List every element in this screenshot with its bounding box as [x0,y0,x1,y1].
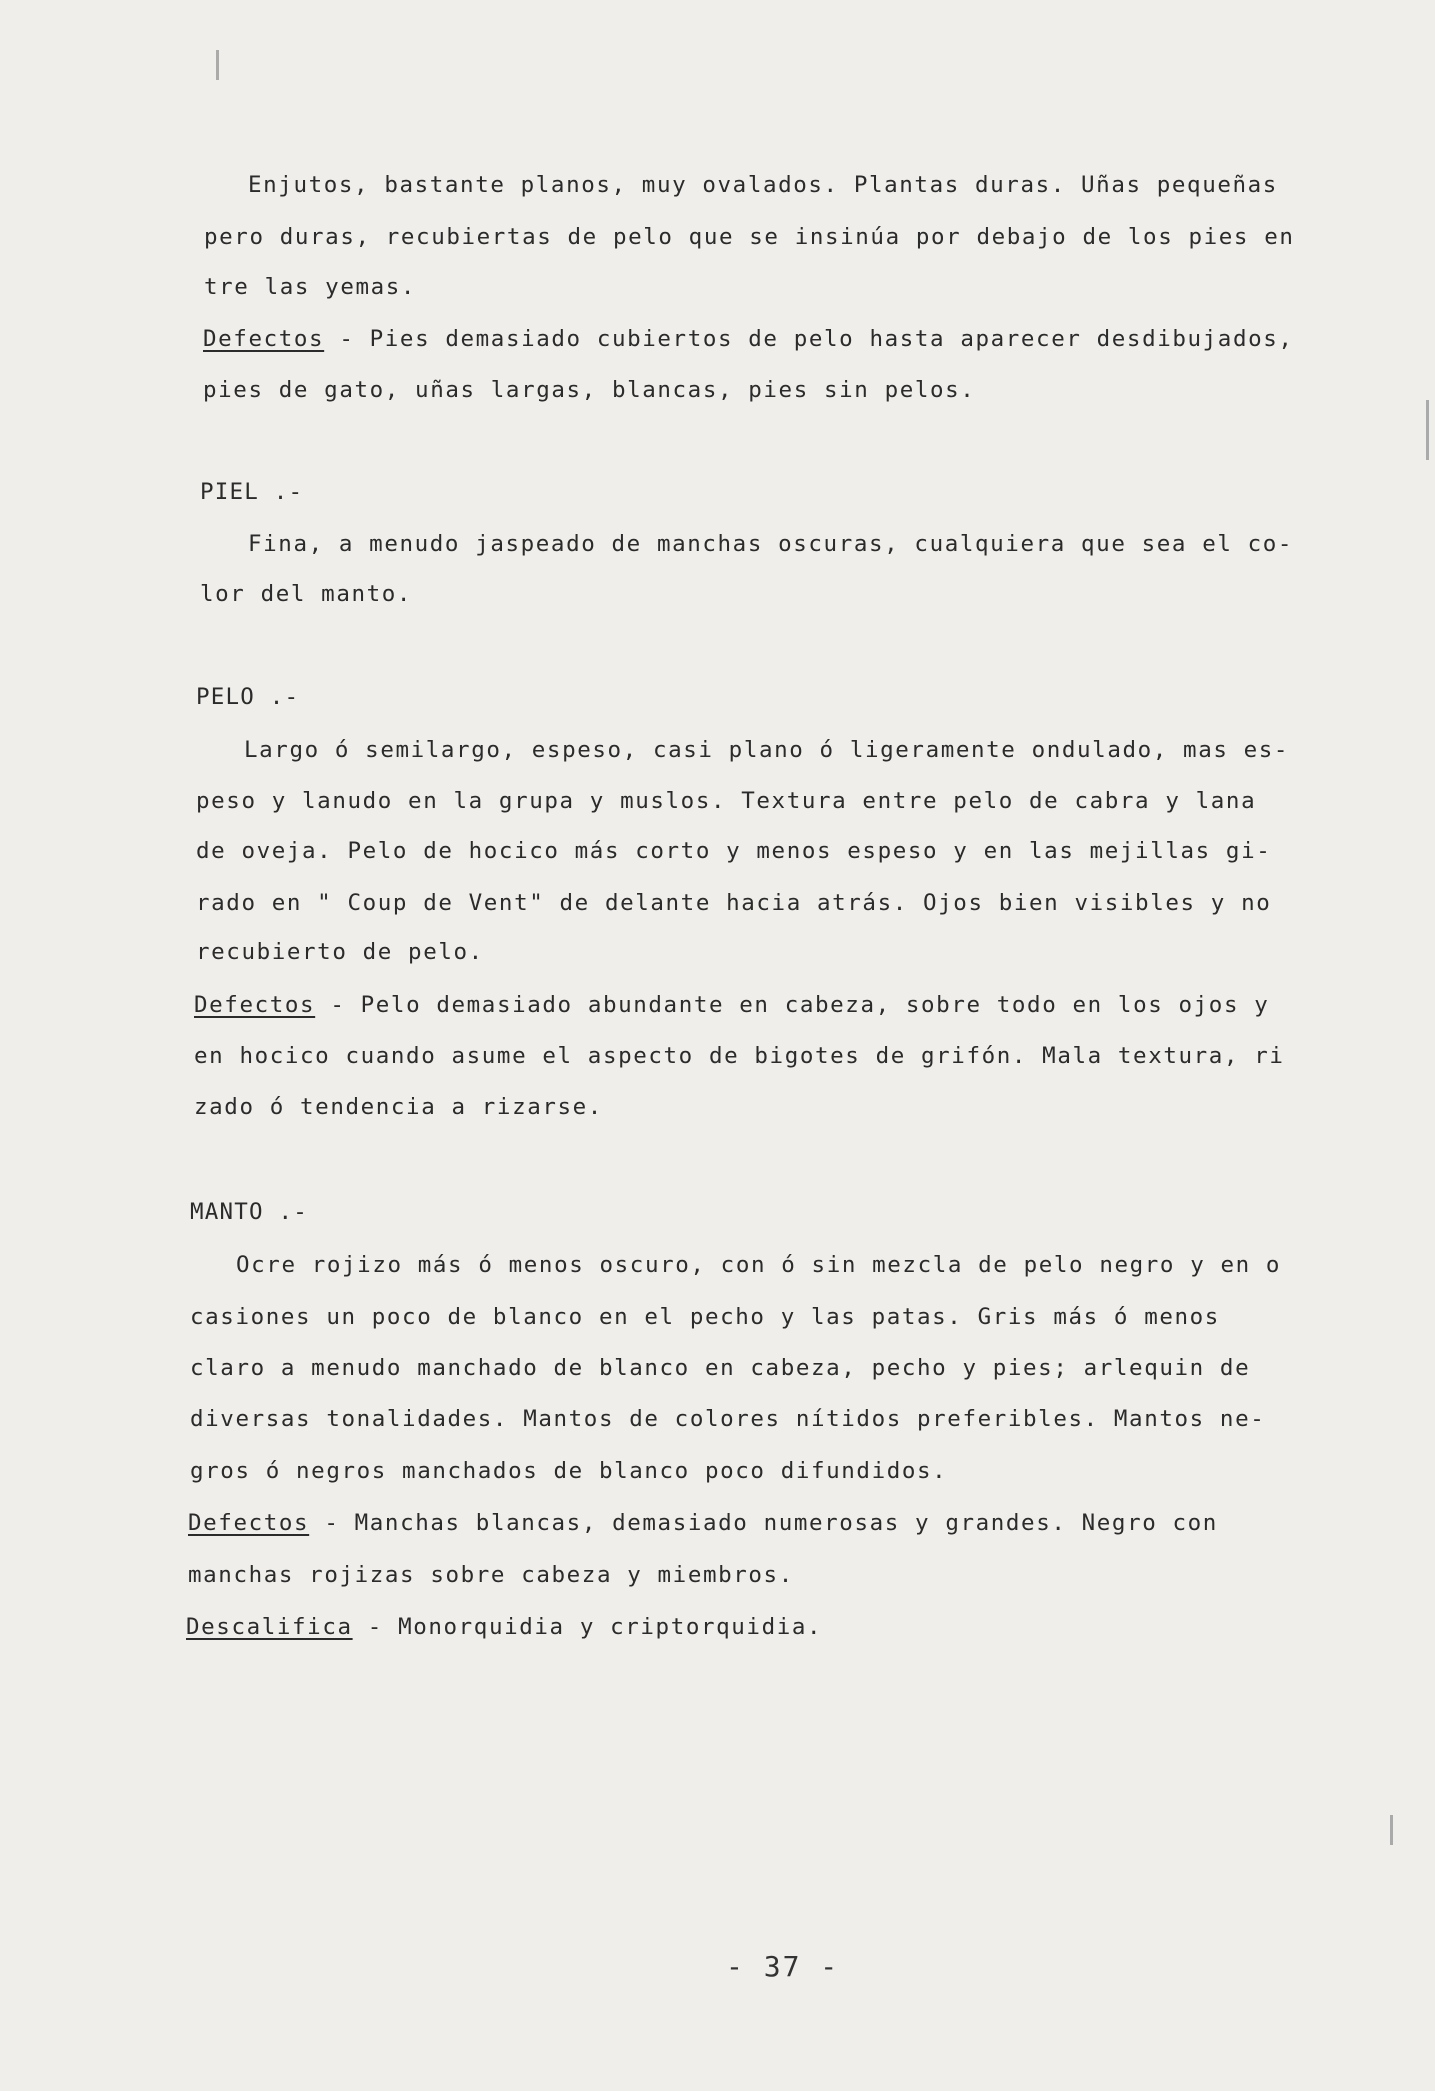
defect-paragraph-line [194,990,1269,1020]
defect-text: Pies demasiado cubiertos de pelo hasta aparecer desdibujados, [369,326,1294,352]
defect-paragraph-line [203,324,1294,354]
disqualify-paragraph-line [186,1612,822,1642]
text-line: peso y lanudo en la grupa y muslos. Textura entre pelo de cabra y lana [196,788,1257,814]
text-line: casiones un poco de blanco en el pecho y las patas. Gris más ó menos [190,1304,1220,1330]
margin-mark [216,50,219,80]
text-line: Ocre rojizo más ó menos oscuro, con ó sin mezcla de pelo negro y en o [236,1252,1282,1278]
section-heading-manto: MANTO .- [190,1199,308,1225]
text-line: pero duras, recubiertas de pelo que se insinúa por debajo de los pies en [204,224,1295,250]
margin-mark [1390,1815,1393,1845]
text-line: diversas tonalidades. Mantos de colores nítidos preferibles. Mantos ne- [190,1406,1266,1432]
text-line: en hocico cuando asume el aspecto de bigotes de grifón. Mala textura, ri [194,1043,1285,1069]
defect-paragraph-line [188,1508,1218,1538]
text-line: Fina, a menudo jaspeado de manchas oscuras, cualquiera que sea el co- [248,531,1294,557]
text-line: zado ó tendencia a rizarse. [194,1094,603,1120]
text-line: tre las yemas. [204,274,417,300]
defect-text: Pelo demasiado abundante en cabeza, sobre todo en los ojos y [360,992,1270,1018]
dash: - [309,1510,355,1536]
section-heading-pelo: PELO .- [196,684,300,710]
defectos-label: Defectos [194,992,316,1018]
page-number: - 37 - [726,1950,840,1983]
text-line: lor del manto. [200,581,413,607]
text-line: Largo ó semilargo, espeso, casi plano ó ligeramente ondulado, mas es- [244,737,1290,763]
text-line: rado en " Coup de Vent" de delante hacia atrás. Ojos bien visibles y no [196,890,1272,916]
text-line: de oveja. Pelo de hocico más corto y menos espeso y en las mejillas gi- [196,838,1272,864]
descalifica-label: Descalifica [186,1614,353,1640]
section-heading-piel: PIEL .- [200,479,304,505]
margin-mark [1426,400,1429,460]
dash: - [324,326,370,352]
dash: - [315,992,361,1018]
dash: - [352,1614,399,1640]
defect-text: Manchas blancas, demasiado numerosas y grandes. Negro con [354,1510,1218,1536]
text-line: manchas rojizas sobre cabeza y miembros. [188,1562,794,1588]
disqualify-text: Monorquidia y criptorquidia. [398,1614,823,1640]
text-line: claro a menudo manchado de blanco en cabeza, pecho y pies; arlequin de [190,1355,1251,1381]
text-line: pies de gato, uñas largas, blancas, pies sin pelos. [203,377,976,403]
defectos-label: Defectos [188,1510,310,1536]
text-line: Enjutos, bastante planos, muy ovalados. Plantas duras. Uñas pequeñas [248,172,1278,198]
text-line: recubierto de pelo. [196,939,484,965]
text-line: gros ó negros manchados de blanco poco difundidos. [190,1458,948,1484]
defectos-label: Defectos [203,326,325,352]
